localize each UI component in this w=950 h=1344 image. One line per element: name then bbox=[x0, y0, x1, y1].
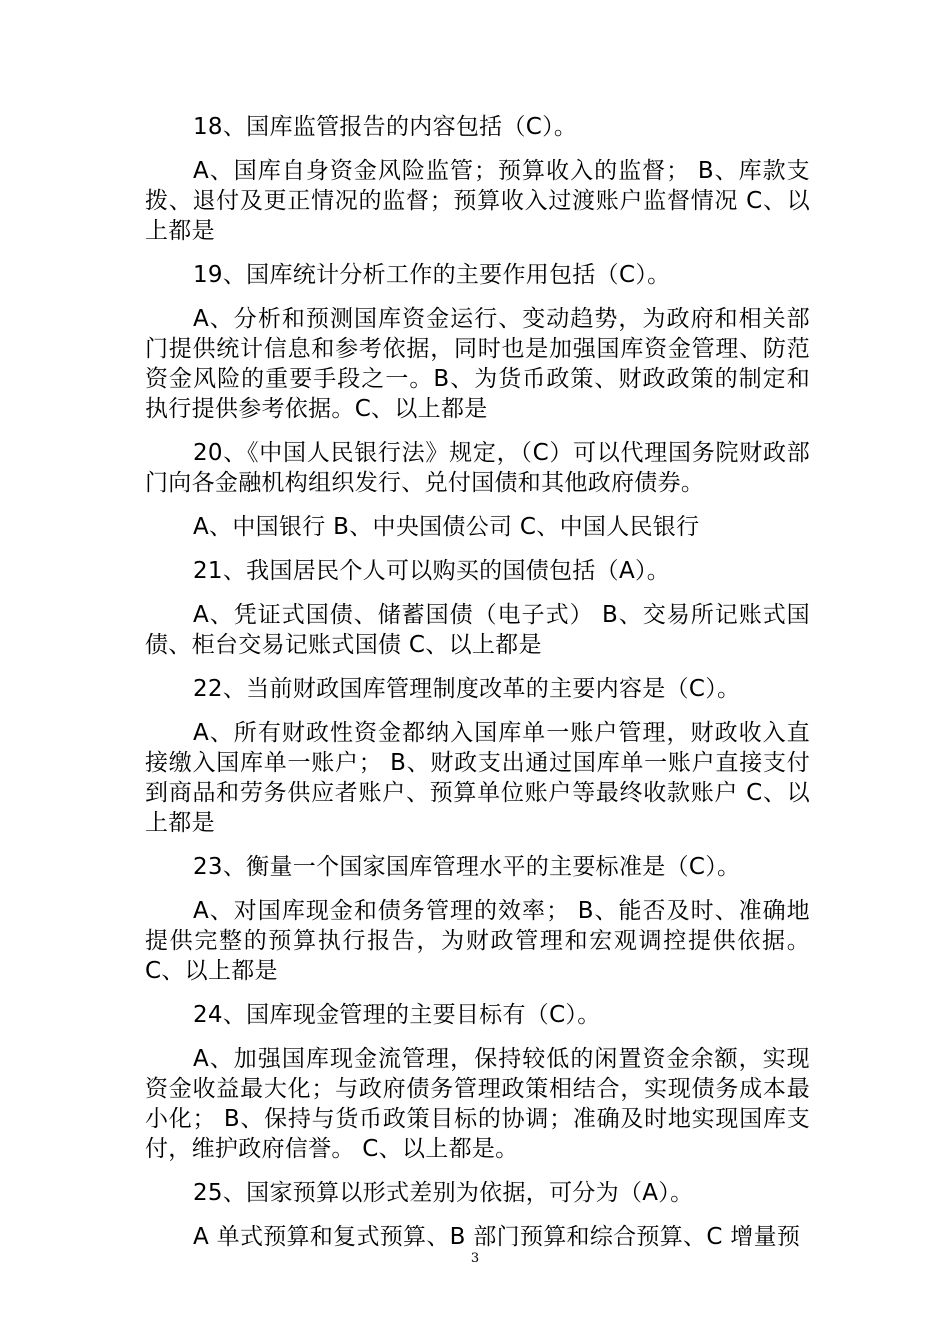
options-19: A、分析和预测国库资金运行、变动趋势，为政府和相关部门提供统计信息和参考依据，同时也是加强国库资金管理、防范资金风险的重要手段之一。B、为货币政策、财政政策的制定和执行提供参考依据。C、以上都是 bbox=[145, 306, 810, 422]
options-20: A、中国银行 B、中央国债公司 C、中国人民银行 bbox=[193, 514, 700, 540]
document-body bbox=[145, 112, 810, 1266]
options-24: A、加强国库现金流管理，保持较低的闲置资金余额，实现资金收益最大化；与政府债务管理政策相结合，实现债务成本最小化； B、保持与货币政策目标的协调；准确及时地实现国库支付，维护政府信誉。 C、以上都是。 bbox=[145, 1046, 810, 1162]
page-number: 3 bbox=[470, 1251, 480, 1266]
question-25: 25、国家预算以形式差别为依据，可分为（A）。 bbox=[193, 1180, 694, 1206]
options-25: A 单式预算和复式预算、B 部门预算和综合预算、C 增量预 bbox=[193, 1224, 801, 1250]
options-22: A、所有财政性资金都纳入国库单一账户管理，财政收入直接缴入国库单一账户； B、财政支出通过国库单一账户直接支付到商品和劳务供应者账户、预算单位账户等最终收款账户 C、以上都是 bbox=[145, 720, 810, 836]
options-23: A、对国库现金和债务管理的效率； B、能否及时、准确地提供完整的预算执行报告，为财政管理和宏观调控提供依据。C、以上都是 bbox=[145, 898, 810, 984]
question-18: 18、国库监管报告的内容包括（C）。 bbox=[193, 114, 578, 140]
options-21: A、凭证式国债、储蓄国债（电子式） B、交易所记账式国债、柜台交易记账式国债 C、以上都是 bbox=[145, 602, 810, 658]
question-24: 24、国库现金管理的主要目标有（C）。 bbox=[193, 1002, 601, 1028]
question-21: 21、我国居民个人可以购买的国债包括（A）。 bbox=[193, 558, 671, 584]
question-23: 23、衡量一个国家国库管理水平的主要标准是（C）。 bbox=[193, 854, 741, 880]
question-19: 19、国库统计分析工作的主要作用包括（C）。 bbox=[193, 262, 671, 288]
options-18: A、国库自身资金风险监管；预算收入的监督； B、库款支拨、退付及更正情况的监督；预算收入过渡账户监督情况 C、以上都是 bbox=[145, 158, 810, 244]
question-20: 20、《中国人民银行法》规定，（C）可以代理国务院财政部门向各金融机构组织发行、兑付国债和其他政府债券。 bbox=[145, 440, 810, 496]
question-22: 22、当前财政国库管理制度改革的主要内容是（C）。 bbox=[193, 676, 741, 702]
